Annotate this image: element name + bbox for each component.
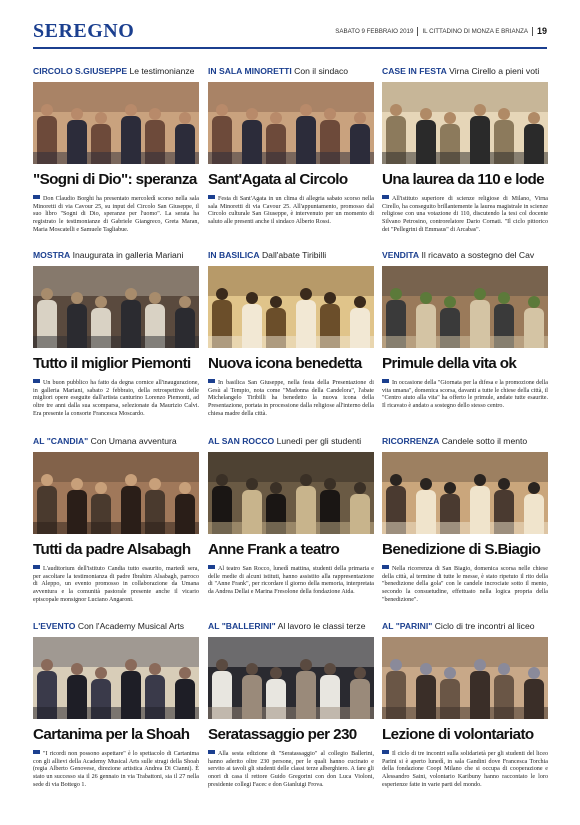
article — [33, 66, 199, 248]
kicker-text: Lunedì per gli studenti — [276, 436, 362, 446]
kicker-label: VENDITA — [382, 250, 420, 260]
kicker-text: Ciclo di tre incontri al liceo — [434, 621, 535, 631]
article-body — [208, 195, 374, 227]
article-body — [208, 379, 374, 419]
kicker-text: Dall'abate Tiribilli — [261, 250, 327, 260]
bullet-marker — [208, 565, 215, 569]
kicker-label: AL "BALLERINI" — [208, 621, 276, 631]
article — [382, 621, 548, 803]
article-headline: "Sogni di Dio": speranza — [33, 171, 197, 188]
kicker-label: CASE IN FESTA — [382, 66, 447, 76]
article-body — [382, 195, 548, 235]
article — [382, 436, 548, 618]
photo-image — [208, 452, 374, 534]
article-headline: Seratassaggio per 230 — [208, 726, 357, 743]
article-kicker — [382, 250, 548, 262]
article-body — [382, 379, 548, 411]
masthead — [33, 14, 547, 48]
meta-divider — [532, 27, 533, 36]
article-headline: Lezione di volontariato — [382, 726, 534, 743]
article-headline: Anne Frank a teatro — [208, 541, 340, 558]
bullet-marker — [208, 195, 215, 199]
photo-image — [382, 637, 548, 719]
article-kicker — [382, 436, 548, 448]
article-body — [382, 565, 548, 605]
kicker-label: MOSTRA — [33, 250, 71, 260]
photo-image — [208, 266, 374, 348]
bullet-marker — [33, 750, 40, 754]
article-headline: Nuova icona benedetta — [208, 355, 362, 372]
article-headline: Benedizione di S.Biagio — [382, 541, 541, 558]
photo-image — [382, 266, 548, 348]
photo-image — [382, 452, 548, 534]
article-headline: Sant'Agata al Circolo — [208, 171, 348, 188]
article-headline: Una laurea da 110 e lode — [382, 171, 545, 188]
kicker-label: AL "PARINI" — [382, 621, 433, 631]
kicker-text: Con l'Academy Musical Arts — [77, 621, 185, 631]
meta-divider — [417, 27, 418, 36]
photo-image — [208, 82, 374, 164]
article-kicker — [208, 250, 374, 262]
article-photo — [382, 82, 548, 164]
photo-image — [33, 452, 199, 534]
article-photo — [33, 637, 199, 719]
article-headline: Tutto il miglior Piemonti — [33, 355, 191, 372]
article-grid — [33, 66, 547, 806]
article — [208, 436, 374, 618]
kicker-text: Virna Cirello a pieni voti — [449, 66, 540, 76]
article-photo — [208, 266, 374, 348]
photo-image — [382, 82, 548, 164]
article-photo — [382, 637, 548, 719]
kicker-text: Con il sindaco — [294, 66, 349, 76]
article-body — [33, 195, 199, 235]
page-number: 19 — [536, 26, 547, 36]
photo-image — [33, 266, 199, 348]
article — [382, 66, 548, 248]
article — [208, 66, 374, 248]
kicker-text: Al lavoro le classi terze — [277, 621, 366, 631]
article-body — [208, 750, 374, 790]
newspaper-name: IL CITTADINO DI MONZA E BRIANZA — [422, 27, 528, 35]
kicker-text: Il ricavato a sostegno del Cav — [421, 250, 535, 260]
article-kicker — [208, 621, 374, 633]
article-photo — [33, 82, 199, 164]
section-title: SEREGNO — [33, 20, 135, 42]
article — [382, 250, 548, 432]
kicker-label: AL "CANDIA" — [33, 436, 89, 446]
bullet-marker — [33, 195, 40, 199]
article-kicker — [33, 66, 199, 78]
article-text: Nella ricorrenza di San Biagio, domenica scorsa nelle chiese della città, al termine di tutte le messe, è stato ripetuto il rito della "benedizione della gola" con le candele incrociate sotto il mento, secondo la consuetudine, effettuato nella logica propria della "benedizione". — [382, 566, 548, 603]
kicker-label: IN BASILICA — [208, 250, 260, 260]
article — [33, 436, 199, 618]
article-text: L'auditorium dell'istituto Candia tutto esaurito, martedì sera, per ascoltare la testimonianza di padre Ibrahim Alsabagh, parroco di Aleppo, un evento promosso in collaborazione da Umana avventura e la comunità pastorale presente anche il vicario episcopale monsignor Luciano Angaroni. — [33, 566, 199, 603]
kicker-label: IN SALA MINORETTI — [208, 66, 292, 76]
kicker-label: RICORRENZA — [382, 436, 440, 446]
kicker-text: Inaugurata in galleria Mariani — [72, 250, 184, 260]
article-body — [208, 565, 374, 597]
photo-image — [33, 82, 199, 164]
article-kicker — [208, 436, 374, 448]
article — [208, 621, 374, 803]
article-headline: Primule della vita ok — [382, 355, 517, 372]
article-kicker — [382, 66, 548, 78]
bullet-marker — [208, 750, 215, 754]
article-kicker — [208, 66, 374, 78]
issue-date: SABATO 9 FEBBRAIO 2019 — [335, 27, 414, 35]
bullet-marker — [382, 750, 389, 754]
article — [33, 621, 199, 803]
kicker-label: L'EVENTO — [33, 621, 76, 631]
article-body — [33, 565, 199, 605]
article-text: Al teatro San Rocco, lunedì mattina, studenti della primaria e delle medie di alcuni istituti, hanno assistito alla rappresentazione di "Anne Frank", per ricordare il giorno della memoria, interpretata da Andrea Dellai e Marina Fresolone della fondazione Aida. — [208, 566, 374, 596]
article-text: Festa di Sant'Agata in un clima di allegria sabato scorso nella sala Minoretti di via Cavour 25. All'appuntamento, promosso dal Circolo culturale San Giuseppe, è intervenuto per un momento di saluto alle presenti anche il sindaco Alberto Rossi. — [208, 196, 374, 226]
article-text: Il ciclo di tre incontri sulla solidarietà per gli studenti del liceo Parini si è aperto lunedì, in sala Gandini dove Francesca Torchia della fondazione Coopi Milano che si occupa di cooperazione e Alessandro Saini, volontario Karibuny hanno raccontato le loro esperienze fatte in varie parti del mondo. — [382, 751, 548, 788]
header-rule — [33, 47, 547, 49]
article-text: All'istituto superiore di scienze religiose di Milano, Virna Cirello, ha conseguito brillantemente la laurea magistrale in scienze religiose con una votazione di 110, discutendo la tesi col docente Silvano Petrosino, controrelatore Dario Cornati. "Il ciclo pittorico dei "Pellegrini di Emmaus" di Arcabas". — [382, 196, 548, 233]
article-photo — [208, 452, 374, 534]
bullet-marker — [382, 195, 389, 199]
article-text: Alla sesta edizione di "Seratassaggio" al collegio Ballerini, hanno aderito oltre 230 persone, per le quali hanno cucinato e servito ai tavoli gli studenti delle classi terze alberghiero. A fare gli onori di casa il rettore Guido Gregorini con don Luca Violoni, presidente collegi Facec e don Gianluigi Frova. — [208, 751, 374, 788]
article-kicker — [382, 621, 548, 633]
article-photo — [33, 266, 199, 348]
article-photo — [382, 452, 548, 534]
page-meta — [335, 26, 547, 36]
kicker-text: Le testimonianze — [129, 66, 195, 76]
kicker-text: Con Umana avventura — [90, 436, 177, 446]
article-kicker — [33, 250, 199, 262]
article-photo — [208, 637, 374, 719]
bullet-marker — [382, 565, 389, 569]
bullet-marker — [382, 379, 389, 383]
bullet-marker — [33, 379, 40, 383]
article-body — [33, 379, 199, 419]
article-kicker — [33, 621, 199, 633]
kicker-label: AL SAN ROCCO — [208, 436, 275, 446]
kicker-text: Candele sotto il mento — [441, 436, 528, 446]
article-text: Un buon pubblico ha fatto da degna cornice all'inaugurazione, in galleria Mariani, sabato 2 febbraio, della retrospettiva delle migliori opere eseguite dall'artista canturino Lorenzo Piemonti, ad oltre tre anni dalla sua scomparsa, selezionate da Maurizio Calvi. Era presente la consorte Francesca Moscardo. — [33, 380, 199, 417]
article-headline: Cartanima per la Shoah — [33, 726, 190, 743]
article — [208, 250, 374, 432]
article-text: In occasione della "Giornata per la difesa e la promozione della vita umana", domenica scorsa, davanti a tutte le chiese della città, il "Centro aiuto alla vita" ha offerto le primule, andate tutte esaurite. Il ricavato è andato a sostegno dello stesso centro. — [382, 380, 548, 410]
article-photo — [208, 82, 374, 164]
article-text: "I ricordi non possono aspettare" è lo spettacolo di Cartanima con gli allievi della Academy Musical Arts sulle stragi della Shoah (regia Alberto Genovese, direzione artistica Andrea Di Cianni). È stato un successo sia il 26 gennaio in via Trabattoni, sia il 27 nella sede di via Bottego 1. — [33, 751, 199, 788]
article-body — [382, 750, 548, 790]
photo-image — [33, 637, 199, 719]
article-kicker — [33, 436, 199, 448]
bullet-marker — [33, 565, 40, 569]
article — [33, 250, 199, 432]
article-text: In basilica San Giuseppe, nella festa della Presentazione di Gesù al Tempio, nota come "Madonna della Candelora", l'abate Michelangelo Tiribilli ha benedetto la nuova icona della Presentazione, portata in processione dalla religiose all'interno della chiesa madre della città. — [208, 380, 374, 417]
kicker-label: CIRCOLO S.GIUSEPPE — [33, 66, 128, 76]
photo-image — [208, 637, 374, 719]
article-body — [33, 750, 199, 790]
bullet-marker — [208, 379, 215, 383]
article-photo — [382, 266, 548, 348]
article-text: Don Claudio Borghi ha presentato mercoledì scorso nella sala Minoretti di via Cavour 25, su input del Circolo San Giuseppe, il suo libro "Sogni di Dio, speranze per l'uomo". La serata ha registrato le testimonianze di Gabriele Giangreco, Greta Maran, Maria Moscatelli e Samuele Tagliabue. — [33, 196, 199, 233]
article-photo — [33, 452, 199, 534]
article-headline: Tutti da padre Alsabagh — [33, 541, 191, 558]
